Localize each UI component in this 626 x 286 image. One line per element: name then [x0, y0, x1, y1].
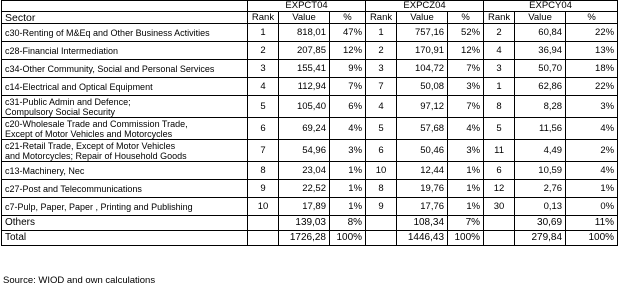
group-header-expcy04: EXPCY04 [484, 1, 618, 12]
sector-cell [2, 118, 248, 140]
pct-cell: 4% [566, 162, 618, 180]
rank-cell: 9 [248, 180, 279, 198]
value-cell: 4,49 [515, 140, 566, 162]
value-cell: 62,86 [515, 78, 566, 96]
pct-cell: 11% [566, 216, 618, 231]
pct-cell: 18% [566, 60, 618, 78]
pct-cell: 12% [330, 42, 366, 60]
pct-cell: 7% [448, 216, 484, 231]
sector-cell [2, 60, 248, 78]
rank-cell: 1 [248, 24, 279, 42]
pct-cell: 13% [566, 42, 618, 60]
pct-cell: 1% [566, 180, 618, 198]
rank-cell: 9 [366, 198, 397, 216]
sector-label-line: c14-Electrical and Optical Equipment [5, 81, 153, 92]
table-row [2, 42, 618, 60]
value-cell: 60,84 [515, 24, 566, 42]
sector-label-line: c21-Retail Trade, Except of Motor Vehicles [5, 140, 176, 151]
pct-cell: 22% [566, 24, 618, 42]
sector-cell [2, 162, 248, 180]
rank-cell [484, 231, 515, 246]
table-row [2, 180, 618, 198]
rank-cell: 10 [366, 162, 397, 180]
value-cell: 12,44 [397, 162, 448, 180]
rank-cell: 6 [484, 162, 515, 180]
pct-cell: 9% [330, 60, 366, 78]
sector-label-line: c27-Post and Telecommunications [5, 183, 142, 194]
rank-cell [248, 231, 279, 246]
table-row [2, 140, 618, 162]
value-cell: 112,94 [279, 78, 330, 96]
sector-cell [2, 42, 248, 60]
rank-cell: 2 [248, 42, 279, 60]
rank-cell: 1 [366, 24, 397, 42]
table-row [2, 78, 618, 96]
rank-cell: 6 [366, 140, 397, 162]
value-cell: 139,03 [279, 216, 330, 231]
sector-label-line: c28-Financial Intermediation [5, 45, 119, 56]
pct-cell: 3% [566, 96, 618, 118]
pct-cell: 1% [448, 162, 484, 180]
value-cell: 10,59 [515, 162, 566, 180]
value-cell: 1726,28 [279, 231, 330, 246]
rank-cell: 6 [248, 118, 279, 140]
value-cell: 0,13 [515, 198, 566, 216]
pct-cell: 1% [448, 180, 484, 198]
rank-cell: 3 [366, 60, 397, 78]
sector-column-header: Sector [2, 12, 248, 24]
table-row [2, 60, 618, 78]
pct-cell: 12% [448, 42, 484, 60]
pct-cell: 3% [330, 140, 366, 162]
sector-cell [2, 180, 248, 198]
value-cell: 17,89 [279, 198, 330, 216]
group-header-row [2, 1, 618, 12]
table-row [2, 162, 618, 180]
others-row [2, 216, 618, 231]
pct-cell: 3% [448, 140, 484, 162]
pct-cell: 1% [448, 198, 484, 216]
value-cell: 1446,43 [397, 231, 448, 246]
rank-cell: 11 [484, 140, 515, 162]
value-cell: 279,84 [515, 231, 566, 246]
others-label: Others [2, 216, 248, 231]
value-cell: 50,08 [397, 78, 448, 96]
rank-cell: 2 [366, 42, 397, 60]
table-row [2, 198, 618, 216]
table-row [2, 96, 618, 118]
rank-column-header: Rank [484, 12, 515, 24]
pct-cell: 3% [448, 78, 484, 96]
group-header-expcz04: EXPCZ04 [366, 1, 484, 12]
value-cell: 8,28 [515, 96, 566, 118]
value-cell: 2,76 [515, 180, 566, 198]
sector-cell [2, 96, 248, 118]
value-cell: 50,46 [397, 140, 448, 162]
value-cell: 105,40 [279, 96, 330, 118]
pct-cell: 2% [566, 140, 618, 162]
rank-cell: 4 [484, 42, 515, 60]
pct-cell: 52% [448, 24, 484, 42]
rank-cell: 2 [484, 24, 515, 42]
value-cell: 23,04 [279, 162, 330, 180]
value-cell: 57,68 [397, 118, 448, 140]
sector-cell [2, 140, 248, 162]
table-row [2, 118, 618, 140]
total-row [2, 231, 618, 246]
pct-cell: 22% [566, 78, 618, 96]
rank-cell [366, 231, 397, 246]
pct-cell: 100% [448, 231, 484, 246]
value-cell: 155,41 [279, 60, 330, 78]
pct-cell: 4% [566, 118, 618, 140]
sector-cell [2, 24, 248, 42]
value-cell: 170,91 [397, 42, 448, 60]
value-cell: 17,76 [397, 198, 448, 216]
sector-label-line: c34-Other Community, Social and Personal Services [5, 63, 215, 74]
value-cell: 108,34 [397, 216, 448, 231]
value-cell: 22,52 [279, 180, 330, 198]
rank-cell: 8 [366, 180, 397, 198]
value-column-header: Value [279, 12, 330, 24]
rank-cell: 5 [484, 118, 515, 140]
rank-cell: 7 [248, 140, 279, 162]
value-cell: 50,70 [515, 60, 566, 78]
value-cell: 207,85 [279, 42, 330, 60]
sector-ranking-table [1, 0, 618, 246]
pct-cell: 100% [330, 231, 366, 246]
column-header-row [2, 12, 618, 24]
value-cell: 104,72 [397, 60, 448, 78]
total-label: Total [2, 231, 248, 246]
rank-cell: 4 [248, 78, 279, 96]
sector-label-line: Except of Motor Vehicles and Motorcycles [5, 128, 173, 139]
sector-label-line: c30-Renting of M&Eq and Other Business Activities [5, 27, 210, 38]
pct-cell: 1% [330, 198, 366, 216]
pct-column-header: % [330, 12, 366, 24]
pct-cell: 7% [448, 96, 484, 118]
source-note: Source: WIOD and own calculations [3, 275, 156, 286]
pct-column-header: % [448, 12, 484, 24]
table-row [2, 24, 618, 42]
pct-cell: 0% [566, 198, 618, 216]
value-cell: 69,24 [279, 118, 330, 140]
pct-cell: 8% [330, 216, 366, 231]
sector-label-line: c20-Wholesale Trade and Commission Trade, [5, 118, 188, 129]
pct-cell: 7% [448, 60, 484, 78]
sector-cell [2, 198, 248, 216]
sector-label-line: and Motorcycles; Repair of Household Goods [5, 150, 187, 161]
rank-cell: 3 [248, 60, 279, 78]
pct-cell: 100% [566, 231, 618, 246]
value-cell: 19,76 [397, 180, 448, 198]
rank-column-header: Rank [248, 12, 279, 24]
rank-cell: 30 [484, 198, 515, 216]
pct-cell: 7% [330, 78, 366, 96]
rank-cell: 8 [484, 96, 515, 118]
table-body [2, 24, 618, 216]
sector-label-line: c31-Public Admin and Defence; [5, 96, 131, 107]
value-cell: 11,56 [515, 118, 566, 140]
pct-cell: 6% [330, 96, 366, 118]
header-corner [2, 1, 248, 12]
value-cell: 54,96 [279, 140, 330, 162]
rank-cell: 10 [248, 198, 279, 216]
rank-cell: 8 [248, 162, 279, 180]
value-column-header: Value [397, 12, 448, 24]
rank-cell [248, 216, 279, 231]
rank-cell [366, 216, 397, 231]
value-cell: 818,01 [279, 24, 330, 42]
pct-cell: 4% [330, 118, 366, 140]
rank-cell: 12 [484, 180, 515, 198]
value-cell: 757,16 [397, 24, 448, 42]
group-header-expct04: EXPCT04 [248, 1, 366, 12]
pct-cell: 4% [448, 118, 484, 140]
sector-cell [2, 78, 248, 96]
value-column-header: Value [515, 12, 566, 24]
rank-column-header: Rank [366, 12, 397, 24]
rank-cell: 1 [484, 78, 515, 96]
sector-label-line: c7-Pulp, Paper, Paper , Printing and Publishing [5, 201, 193, 212]
value-cell: 36,94 [515, 42, 566, 60]
rank-cell: 3 [484, 60, 515, 78]
pct-cell: 1% [330, 162, 366, 180]
pct-cell: 1% [330, 180, 366, 198]
sector-label-line: c13-Machinery, Nec [5, 165, 85, 176]
pct-cell: 47% [330, 24, 366, 42]
value-cell: 97,12 [397, 96, 448, 118]
rank-cell: 5 [248, 96, 279, 118]
rank-cell: 5 [366, 118, 397, 140]
rank-cell [484, 216, 515, 231]
rank-cell: 7 [366, 78, 397, 96]
pct-column-header: % [566, 12, 618, 24]
value-cell: 30,69 [515, 216, 566, 231]
sector-label-line: Compulsory Social Security [5, 106, 116, 117]
rank-cell: 4 [366, 96, 397, 118]
